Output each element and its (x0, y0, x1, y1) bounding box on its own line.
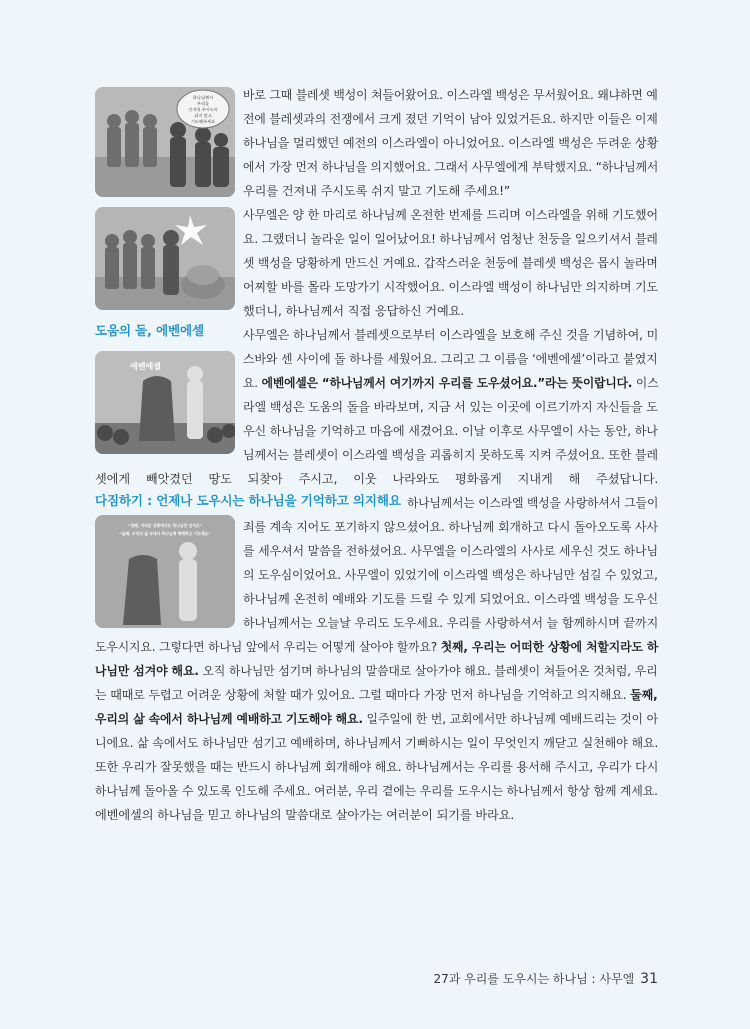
body-text-segment: 를 세우셔서 말씀을 전하셨어요. 사무엘을 이스라엘의 사사로 세우신 것도 하나님 (243, 544, 658, 558)
text-line (243, 87, 658, 103)
text-line (243, 399, 658, 415)
body-text-segment: 죄를 계속 지어도 포기하지 않으셨어요. 하나님께 회개하고 다시 돌아오도록 사사 (243, 520, 658, 534)
body-text-segment: 하나님께서는 오늘날 우리도 도우세요. 우리를 사랑하셔서 늘 함께하시며 끝까지 (243, 616, 659, 630)
body-text-segment: 일주일에 한 번, 교회에서만 하나님께 예배드리는 것이 아 (362, 712, 658, 726)
section-heading-ebenezer: 도움의 돌, 에벤에셀 (95, 323, 204, 338)
body-text-segment: 오직 하나님만 섬기며 하나님의 말씀대로 살아가야 해요. 블레셋이 쳐들어온 것처럼, 우리 (198, 664, 658, 678)
text-line (243, 327, 658, 343)
text-line (243, 135, 658, 151)
text-line (243, 519, 658, 535)
caption-line-1: “첫째, 어려운 상황에서도 하나님만 섬겨요” (127, 523, 203, 528)
text-line (95, 711, 658, 727)
body-text-segment: 우리를 건져내 주시도록 쉬지 말고 기도해 주세요!” (243, 184, 511, 198)
body-text-segment: 이스 (632, 376, 659, 390)
body-text-segment: 사무엘은 하나님께서 블레셋으로부터 이스라엘을 보호해 주신 것을 기념하여, 미 (243, 328, 659, 342)
emphasis-text: 에벤에셀은 “하나님께서 여기까지 우리를 도우셨어요.”라는 뜻이랍니다. (261, 376, 633, 390)
emphasis-text: 우리의 삶 속에서 하나님께 예배하고 기도해야 해요. (95, 712, 363, 726)
body-text-segment: 하나님을 멀리했던 예전의 이스라엘이 아니었어요. 이스라엘 백성은 두려운 상황 (243, 136, 659, 150)
section-heading-commitment: 다짐하기 : 언제나 도우시는 하나님을 기억하고 의지해요 (95, 493, 401, 508)
body-text-segment: 스바와 센 사이에 돌 하나를 세웠어요. 그리고 그 이름을 ‘에벤에셀’이라고 붙였지 (243, 352, 658, 366)
text-line (243, 183, 510, 199)
bubble-line-5: 기도해주세요 (190, 119, 216, 124)
text-line (95, 807, 514, 823)
text-line (243, 567, 658, 583)
body-text-segment: 셋 백성을 당황하게 만드신 거예요. 갑작스러운 천둥에 블레셋 백성은 몹시 놀라며 (243, 256, 658, 270)
body-text-segment: 전에 블레셋과의 전쟁에서 크게 졌던 기억이 남아 있었거든요. 하지만 이들은 이제 (243, 112, 658, 126)
text-line (95, 687, 658, 703)
page-number: 31 (640, 971, 658, 987)
body-text-segment: 에벤에셀의 하나님을 믿고 하나님의 말씀대로 살아가는 여러분이 되기를 바라요. (95, 808, 515, 822)
text-line (95, 663, 658, 679)
illustration-israelites-request (95, 87, 235, 197)
text-line (243, 543, 658, 559)
body-text-segment: 니에요. 삶 속에서도 하나님만 섬기고 예배하며, 하나님께서 기뻐하시는 일이 무엇인지 깨닫고 실천해야 해요. (95, 736, 659, 750)
body-text-segment: 님께서는 블레셋이 이스라엘 백성을 괴롭히지 못하도록 지켜 주셨어요. 또한 블레 (243, 448, 658, 462)
body-text-segment: 했더니, 하나님께서 직접 응답하신 거예요. (243, 304, 465, 318)
scene-image (95, 515, 235, 628)
bubble-line-2: 우리를 (196, 101, 210, 106)
caption-line-2: “둘째, 우리의 삶 속에서 하나님께 예배하고 기도해요” (119, 531, 211, 536)
stone-label: 에벤에셀 (130, 362, 161, 371)
illustration-ebenezer-stone (95, 351, 235, 454)
scene-image (95, 207, 235, 310)
illustration-commitment (95, 515, 235, 628)
text-line (243, 111, 658, 127)
body-text-segment: 에서 가장 먼저 하나님을 의지했어요. 그래서 사무엘에게 부탁했지요. “하나님께서 (243, 160, 659, 174)
body-text-segment: 의 도우심이었어요. 사무엘이 있었기에 이스라엘 백성은 하나님만 섬길 수 있었고, (243, 568, 658, 582)
body-text-segment: 요. (243, 376, 262, 390)
text-line (243, 303, 464, 319)
text-line (243, 159, 658, 175)
emphasis-text: 나님만 섬겨야 해요. (95, 664, 199, 678)
body-text-segment: 는 때때로 두렵고 어려운 상황에 처할 때가 있어요. 그럴 때마다 가장 먼저 하나님을 기억하고 의지해요. (95, 688, 631, 702)
scene-image (95, 87, 235, 197)
text-line (243, 423, 658, 439)
text-line (243, 231, 658, 247)
text-line (243, 351, 658, 367)
text-line (95, 759, 658, 775)
text-line (95, 735, 658, 751)
body-text-segment: 또한 우리가 잘못했을 때는 반드시 하나님께 회개해야 해요. 하나님께서는 우리를 용서해 주시고, 우리가 다시 (95, 760, 659, 774)
text-line (243, 447, 658, 463)
body-text-segment: 하나님께서는 이스라엘 백성을 사랑하셔서 그들이 (407, 496, 659, 510)
body-text-segment: 셋에게 빼앗겼던 땅도 되찾아 주시고, 이웃 나라와도 평화롭게 지내게 해 주셨답니다. (95, 472, 659, 486)
text-line (243, 207, 658, 223)
bubble-line-4: 쉬지 말고 (194, 113, 212, 118)
bubble-line-1: 하나님께서 (192, 95, 214, 100)
scene-image (95, 351, 235, 454)
body-text-segment: 바로 그때 블레셋 백성이 쳐들어왔어요. 이스라엘 백성은 무서웠어요. 왜냐하면 예 (243, 88, 658, 102)
text-line (95, 471, 658, 487)
body-text-segment: 도우시지요. 그렇다면 하나님 앞에서 우리는 어떻게 살아야 할까요? (95, 640, 441, 654)
text-line (243, 615, 658, 631)
text-line (95, 783, 658, 799)
body-text-segment: 라엘 백성은 도움의 돌을 바라보며, 지금 서 있는 이곳에 이르기까지 자신들을 도 (243, 400, 658, 414)
body-text-segment: 하나님께 돌아올 수 있도록 인도해 주세요. 여러분, 우리 곁에는 우리를 도우시는 하나님께서 항상 함께 계세요. (95, 784, 658, 798)
body-text-segment: 하나님께 온전히 예배와 기도를 드릴 수 있게 되었어요. 이스라엘 백성을 도우신 (243, 592, 659, 606)
body-text-segment: 사무엘은 양 한 마리로 하나님께 온전한 번제를 드리며 이스라엘을 위해 기도했어 (243, 208, 658, 222)
emphasis-text: 첫째, 우리는 어떠한 상황에 처할지라도 하 (440, 640, 659, 654)
emphasis-text: 둘째, (630, 688, 658, 702)
text-line (243, 591, 658, 607)
text-line (95, 639, 658, 655)
text-line (243, 255, 658, 271)
body-text-segment: 우신 하나님을 기억하고 마음에 새겼어요. 이날 이후로 사무엘이 사는 동안, 하나 (243, 424, 658, 438)
body-text-segment: 요. 그랬더니 놀라운 일이 일어났어요! 하나님께서 엄청난 천둥을 일으키셔서 블레 (243, 232, 658, 246)
text-line (407, 495, 658, 511)
page-footer (433, 970, 658, 987)
text-line (243, 279, 658, 295)
text-line (243, 375, 658, 391)
illustration-sacrifice-thunder (95, 207, 235, 310)
chapter-title: 27과 우리를 도우시는 하나님 : 사무엘 (433, 972, 635, 986)
bubble-line-3: 건져내 주시도록 (188, 107, 218, 112)
body-text-segment: 어찌할 바를 몰라 도망가기 시작했어요. 이스라엘 백성이 하나님만 의지하며 기도 (243, 280, 658, 294)
